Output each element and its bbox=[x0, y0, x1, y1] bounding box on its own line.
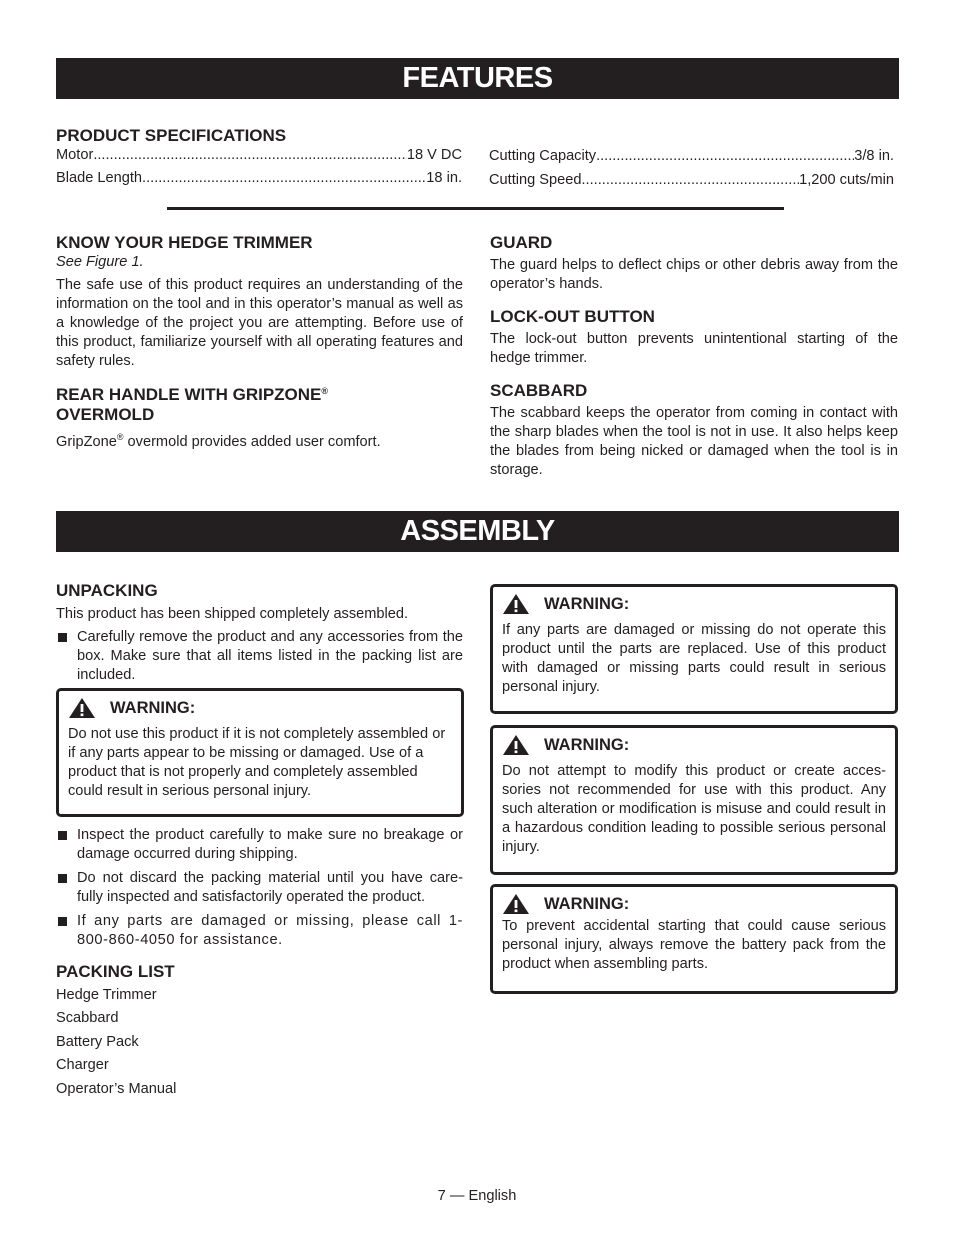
unpacking-intro: This product has been shipped completely assembled. bbox=[56, 606, 409, 622]
leader-dots bbox=[596, 147, 854, 166]
rear-handle-heading-line1: REAR HANDLE WITH GRIPZONE bbox=[56, 385, 322, 404]
warning-body: If any parts are damaged or missing do not operate this product until the parts are replaced. Use of this product with damaged or missing parts could result in serious personal injury. bbox=[502, 622, 886, 695]
unpacking-bullets-1 bbox=[56, 628, 463, 685]
assembly-banner: ASSEMBLY bbox=[56, 511, 899, 552]
unpacking-section bbox=[56, 581, 463, 685]
guard-body: The guard helps to deflect chips or other debris away from the operator’s hands. bbox=[490, 257, 898, 292]
page-footer: 7 — English bbox=[437, 1188, 517, 1204]
spec-value: 18 in. bbox=[426, 170, 462, 186]
bullet-square-icon bbox=[58, 633, 67, 642]
spec-row-motor bbox=[56, 146, 462, 165]
rear-handle-heading-line2: OVERMOLD bbox=[56, 405, 155, 424]
unpacking-heading: UNPACKING bbox=[56, 581, 158, 600]
spec-row-cutting-capacity bbox=[489, 147, 894, 166]
warning-title: WARNING: bbox=[544, 895, 630, 913]
leader-dots bbox=[582, 171, 800, 190]
know-body: The safe use of this product requires an understanding of the information on the tool and in this operator’s manual as well as a knowledge of the project you are attempting. Before use of this product, familiarize yourself with all operating features and safety rules. bbox=[56, 277, 463, 369]
features-left-column bbox=[56, 233, 463, 452]
list-item: Hedge Trimmer bbox=[56, 987, 157, 1003]
list-item bbox=[56, 869, 463, 907]
packing-list bbox=[56, 984, 463, 1101]
bullet-square-icon bbox=[58, 874, 67, 883]
spec-row-cutting-speed bbox=[489, 171, 894, 190]
see-figure: See Figure 1. bbox=[56, 254, 144, 270]
warning-triangle-icon bbox=[502, 893, 530, 915]
rear-handle-heading bbox=[56, 385, 463, 425]
warning-header bbox=[68, 697, 452, 719]
gripzone-text: GripZone bbox=[56, 434, 117, 450]
list-item: Charger bbox=[56, 1057, 109, 1074]
warning-title: WARNING: bbox=[110, 699, 196, 717]
unpacking-bullets-2 bbox=[56, 826, 463, 950]
list-item: Battery Pack bbox=[56, 1033, 139, 1050]
product-specs-heading: PRODUCT SPECIFICATIONS bbox=[56, 126, 287, 145]
leader-dots bbox=[93, 146, 407, 165]
know-heading: KNOW YOUR HEDGE TRIMMER bbox=[56, 233, 313, 252]
warning-title: WARNING: bbox=[544, 736, 630, 754]
section-divider bbox=[167, 207, 784, 210]
leader-dots bbox=[142, 169, 426, 188]
spec-label: Cutting Capacity bbox=[489, 148, 597, 164]
bullet-text: If any parts are damaged or missing, please call 1-800-860-4050 for assistance. bbox=[77, 913, 463, 948]
bullet-square-icon bbox=[58, 917, 67, 926]
list-item: Scabbard bbox=[56, 1010, 119, 1027]
bullet-text: Inspect the product carefully to make sure no breakage or damage occurred during shipping. bbox=[77, 827, 463, 862]
warning-title: WARNING: bbox=[544, 595, 630, 613]
spec-value: 18 V DC bbox=[406, 147, 462, 163]
scabbard-heading: SCABBARD bbox=[490, 381, 588, 400]
warning-triangle-icon bbox=[502, 734, 530, 756]
bullet-square-icon bbox=[58, 831, 67, 840]
list-item bbox=[56, 826, 463, 864]
spec-value: 3/8 in. bbox=[854, 148, 894, 164]
warning-body: To prevent accidental starting that could cause serious personal injury, always remove the battery pack from the product when assembling parts. bbox=[502, 918, 886, 972]
lockout-heading: LOCK-OUT BUTTON bbox=[490, 307, 655, 326]
rear-handle-body-text: overmold provides added user comfort. bbox=[123, 434, 381, 450]
list-item: Operator’s Manual bbox=[56, 1080, 177, 1097]
warning-body: Do not use this product if it is not completely assembled or if any parts appear to be missing or damaged. Use of a product that is not properly and completely assembled could result in serious personal injury. bbox=[68, 726, 446, 799]
product-specs-left bbox=[56, 126, 462, 188]
product-specs-right bbox=[489, 147, 894, 190]
warning-body: Do not attempt to modify this product or create acces-sories not recommended for use with this product. Any such alteration or modification is misuse and could result in a hazardous condition leading to possible serious personal injury. bbox=[502, 763, 886, 855]
guard-heading: GUARD bbox=[490, 233, 553, 252]
registered-mark: ® bbox=[321, 386, 329, 396]
warning-box-2 bbox=[490, 584, 898, 714]
bullet-text: Do not discard the packing material until you have care-fully inspected and satisfactorily operated the product. bbox=[77, 870, 463, 905]
warning-triangle-icon bbox=[68, 697, 96, 719]
warning-header bbox=[502, 734, 886, 756]
list-item bbox=[56, 912, 463, 950]
features-banner: FEATURES bbox=[56, 58, 899, 99]
lockout-body: The lock-out button prevents unintentional starting of the hedge trimmer. bbox=[490, 331, 898, 366]
spec-row-blade-length bbox=[56, 169, 462, 188]
warning-header bbox=[502, 893, 886, 915]
spec-label: Blade Length bbox=[56, 170, 143, 186]
warning-triangle-icon bbox=[502, 593, 530, 615]
bullet-text: Carefully remove the product and any accessories from the box. Make sure that all items listed in the packing list are included. bbox=[77, 629, 463, 683]
warning-header bbox=[502, 593, 886, 615]
scabbard-body: The scabbard keeps the operator from coming in contact with the sharp blades when the tool is not in use. It also helps keep the blades from being nicked or damaged when the tool is in storage. bbox=[490, 405, 898, 478]
warning-box-1 bbox=[56, 688, 464, 817]
spec-label: Motor bbox=[56, 147, 94, 163]
spec-value: 1,200 cuts/min bbox=[799, 172, 894, 188]
features-right-column bbox=[490, 233, 898, 480]
list-item bbox=[56, 628, 463, 685]
unpacking-bullets-2-wrap bbox=[56, 826, 463, 1101]
packing-list-heading: PACKING LIST bbox=[56, 962, 175, 981]
spec-label: Cutting Speed bbox=[489, 172, 582, 188]
rear-handle-body bbox=[56, 433, 463, 452]
warning-box-3 bbox=[490, 725, 898, 875]
registered-mark: ® bbox=[116, 432, 124, 442]
warning-box-4 bbox=[490, 884, 898, 994]
